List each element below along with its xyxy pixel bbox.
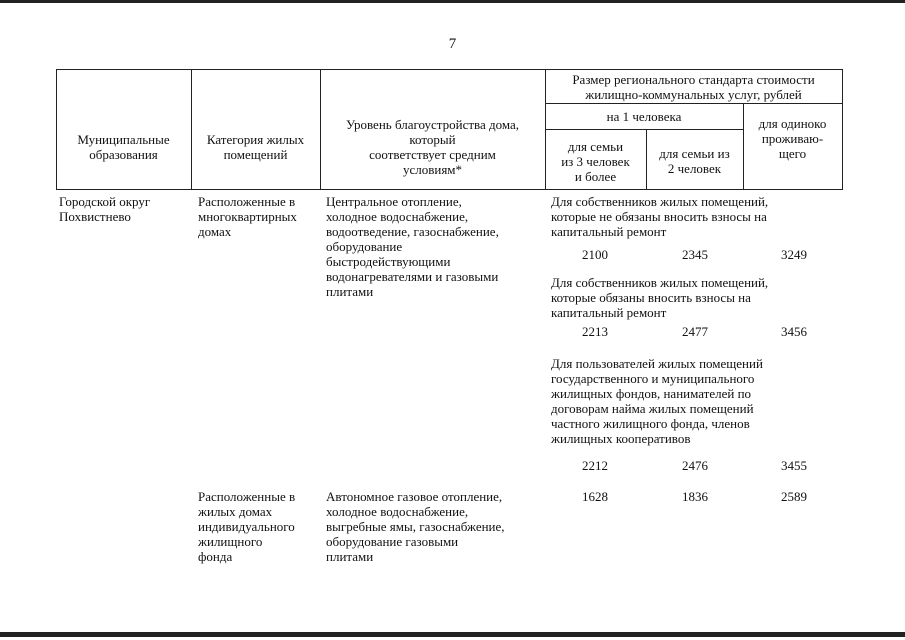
group1-label: Для собственников жилых помещений, которые не обязаны вносить взносы на капитальный ремонт [551, 194, 769, 239]
individual-value-single: 2589 [781, 489, 807, 504]
col-divider-1 [191, 69, 192, 190]
level-apartment-buildings: Центральное отопление, холодное водоснабжение, водоотведение, газоснабжение, оборудование быстродействующими водонагревателями и газовыми плитами [326, 194, 499, 299]
group3-value-single: 3455 [781, 458, 807, 473]
category-apartment-buildings: Расположенные в многоквартирных домах [198, 194, 297, 239]
group2-value-family3: 2213 [582, 324, 608, 339]
header-family2: для семьи из 2 человек [659, 146, 730, 176]
table-right-border [842, 69, 843, 190]
municipality-name: Городской округ Похвистнево [59, 194, 151, 224]
header-category: Категория жилых помещений [206, 132, 305, 162]
group1-value-single: 3249 [781, 247, 807, 262]
individual-value-family3: 1628 [582, 489, 608, 504]
bottom-border-line [0, 632, 905, 637]
group1-value-family3: 2100 [582, 247, 608, 262]
group2-value-single: 3456 [781, 324, 807, 339]
header-standard-size: Размер регионального стандарта стоимости жилищно-коммунальных услуг, рублей [572, 72, 815, 102]
individual-value-family2: 1836 [682, 489, 708, 504]
group2-label: Для собственников жилых помещений, которые обязаны вносить взносы на капитальный ремонт [551, 275, 769, 320]
top-border-line [0, 0, 905, 3]
header-divider-standard [545, 103, 842, 104]
header-level: Уровень благоустройства дома, который соответствует средним условиям* [345, 117, 520, 177]
table-top-border [56, 69, 842, 70]
level-individual-houses: Автономное газовое отопление, холодное водоснабжение, выгребные ямы, газоснабжение, оборудование газовыми плитами [326, 489, 505, 564]
group3-value-family2: 2476 [682, 458, 708, 473]
header-family3: для семьи из 3 человек и более [561, 139, 630, 184]
header-municipality: Муниципальные образования [77, 132, 170, 162]
group2-value-family2: 2477 [682, 324, 708, 339]
header-divider-per-person [545, 129, 743, 130]
header-bottom-border [56, 189, 842, 190]
table-left-border [56, 69, 57, 190]
group3-label: Для пользователей жилых помещений государственного и муниципального жилищных фондов, нанимателей по договорам найма жилых помещений частного жилищного фонда, членов жилищных кооперативов [551, 356, 763, 446]
group1-value-family2: 2345 [682, 247, 708, 262]
page-number: 7 [448, 36, 457, 52]
group3-value-family3: 2212 [582, 458, 608, 473]
category-individual-houses: Расположенные в жилых домах индивидуального жилищного фонда [198, 489, 296, 564]
header-single: для одиноко проживаю- щего [758, 116, 827, 161]
header-per-person: на 1 человека [606, 109, 682, 124]
